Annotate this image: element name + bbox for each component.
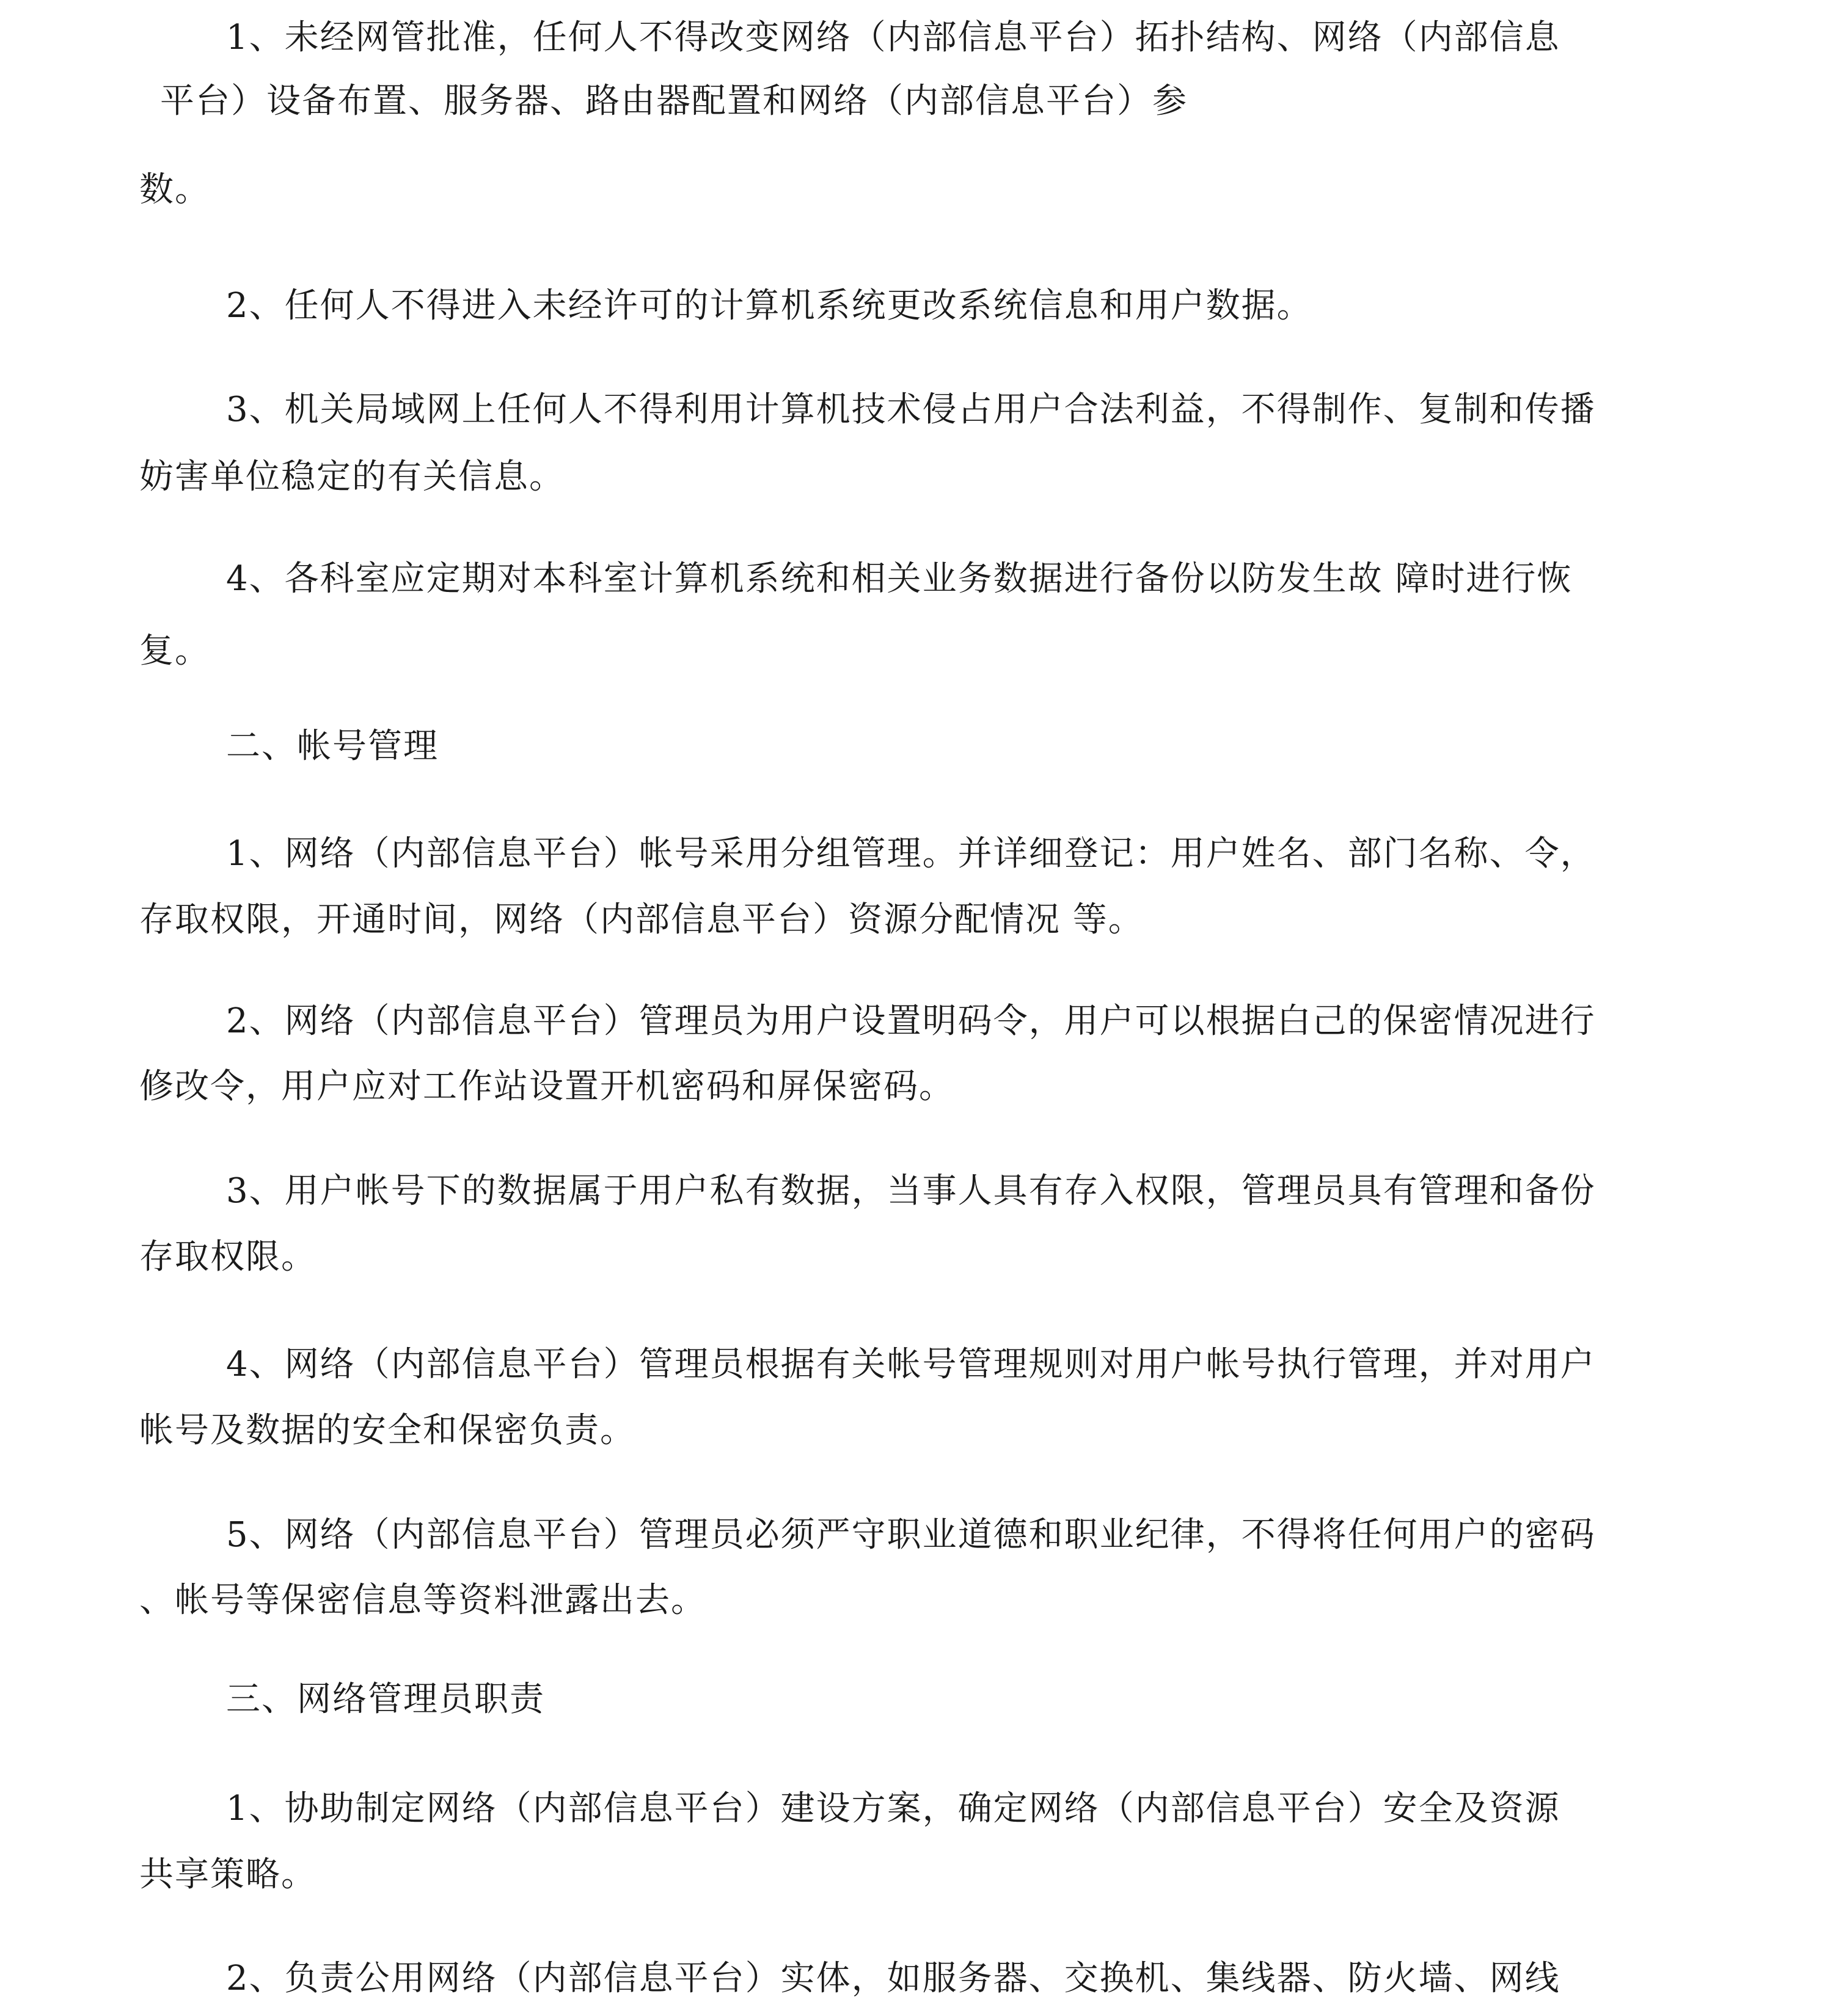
- paragraph-line: 2、网络（内部信息平台）管理员为用户设置明码令，用户可以根据白己的保密情况进行: [226, 1001, 1596, 1041]
- section-heading: 二、帐号管理: [226, 726, 439, 766]
- paragraph-line: 存取权限，开通时间，网络（内部信息平台）资源分配情况 等。: [139, 900, 1144, 940]
- paragraph-line: 4、网络（内部信息平台）管理员根据有关帐号管理规则对用户帐号执行管理，并对用户: [226, 1345, 1596, 1384]
- paragraph-line: 1、协助制定网络（内部信息平台）建设方案，确定网络（内部信息平台）安全及资源: [226, 1789, 1560, 1828]
- paragraph-line: 、帐号等保密信息等资料泄露出去。: [139, 1580, 706, 1620]
- paragraph-line: 1、网络（内部信息平台）帐号采用分组管理。并详细登记：用户姓名、部门名称、令，: [226, 834, 1596, 874]
- paragraph-line: 存取权限。: [139, 1237, 316, 1277]
- paragraph-line: 3、机关局域网上任何人不得利用计算机技术侵占用户合法利益，不得制作、复制和传播: [226, 390, 1596, 429]
- paragraph-line: 修改令，用户应对工作站设置开机密码和屏保密码。: [139, 1067, 954, 1106]
- paragraph-line: 2、任何人不得进入未经许可的计算机系统更改系统信息和用户数据。: [226, 286, 1312, 326]
- section-heading: 三、网络管理员职责: [226, 1679, 545, 1719]
- paragraph-line: 平台）设备布置、服务器、路由器配置和网络（内部信息平台）参: [160, 81, 1188, 121]
- paragraph-line: 2、负责公用网络（内部信息平台）实体，如服务器、交换机、集线器、防火墙、网线: [226, 1959, 1560, 1998]
- paragraph-line: 妨害单位稳定的有关信息。: [139, 457, 565, 497]
- paragraph-line: 1、未经网管批准，任何人不得改变网络（内部信息平台）拓扑结构、网络（内部信息: [226, 18, 1560, 57]
- paragraph-line: 5、网络（内部信息平台）管理员必须严守职业道德和职业纪律，不得将任何用户的密码: [226, 1515, 1596, 1555]
- paragraph-line: 3、用户帐号下的数据属于用户私有数据，当事人具有存入权限，管理员具有管理和备份: [226, 1171, 1596, 1211]
- paragraph-line: 帐号及数据的安全和保密负责。: [139, 1411, 635, 1450]
- paragraph-line: 共享策略。: [139, 1855, 316, 1894]
- paragraph-line: 数。: [139, 170, 210, 210]
- paragraph-line: 4、各科室应定期对本科室计算机系统和相关业务数据进行备份以防发生故 障时进行恢: [226, 559, 1573, 599]
- paragraph-line: 复。: [139, 631, 210, 671]
